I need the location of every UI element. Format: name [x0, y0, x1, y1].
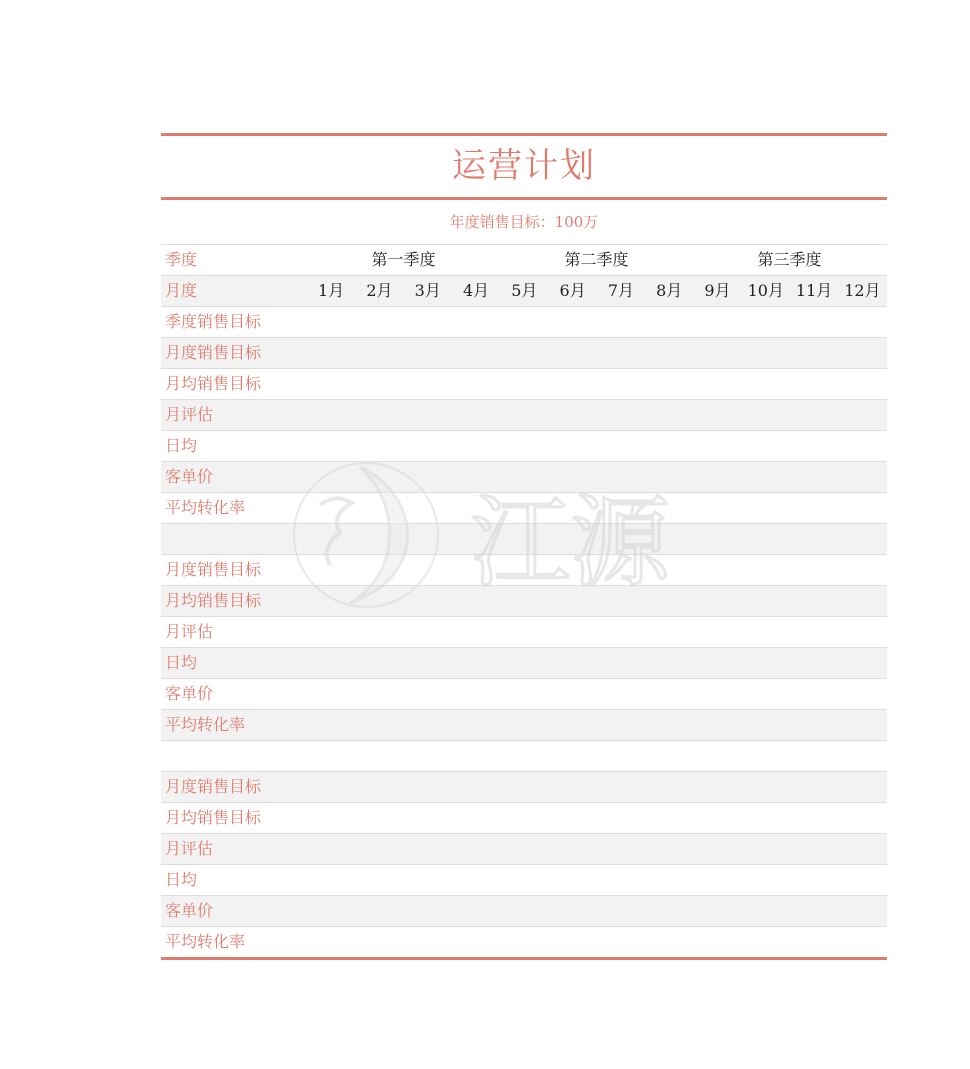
value-cell[interactable] [452, 865, 500, 895]
value-cell[interactable] [838, 307, 886, 337]
value-cell[interactable] [307, 648, 355, 678]
value-cell[interactable] [548, 834, 596, 864]
month-2: 2月 [366, 281, 393, 300]
value-cell[interactable] [645, 369, 693, 399]
value-cell[interactable] [790, 431, 838, 461]
value-cell[interactable] [790, 586, 838, 616]
value-cell[interactable] [838, 710, 886, 740]
value-cell[interactable] [645, 772, 693, 802]
value-cell[interactable] [355, 834, 403, 864]
value-cell[interactable] [645, 834, 693, 864]
value-cell[interactable] [452, 710, 500, 740]
value-cell[interactable] [838, 369, 886, 399]
value-cell[interactable] [838, 772, 886, 802]
value-cell[interactable] [404, 772, 452, 802]
table-row [161, 307, 887, 338]
value-cell[interactable] [693, 555, 741, 585]
row-label: 月评估 [165, 839, 214, 858]
table-row [161, 803, 887, 834]
value-cell[interactable] [742, 679, 790, 709]
value-cell[interactable] [597, 896, 645, 926]
value-cell[interactable] [790, 648, 838, 678]
value-cell[interactable] [742, 307, 790, 337]
value-cell[interactable] [355, 307, 403, 337]
row-label: 平均转化率 [165, 715, 246, 734]
value-cell[interactable] [355, 369, 403, 399]
value-cell[interactable] [597, 338, 645, 368]
month-5: 5月 [511, 281, 538, 300]
value-cell[interactable] [645, 710, 693, 740]
value-cell[interactable] [307, 400, 355, 430]
value-cell[interactable] [548, 772, 596, 802]
value-cell[interactable] [404, 834, 452, 864]
value-cell[interactable] [693, 586, 741, 616]
value-cell[interactable] [500, 617, 548, 647]
value-cell[interactable] [548, 617, 596, 647]
row-label: 平均转化率 [165, 932, 246, 951]
value-cell[interactable] [548, 307, 596, 337]
value-cell[interactable] [693, 524, 741, 554]
bottom-rule [161, 957, 887, 960]
value-cell[interactable] [307, 927, 355, 957]
value-cell[interactable] [307, 307, 355, 337]
table-row [161, 772, 887, 803]
value-cell[interactable] [790, 834, 838, 864]
value-cell[interactable] [404, 400, 452, 430]
value-cell[interactable] [693, 679, 741, 709]
value-cell[interactable] [790, 803, 838, 833]
value-cell[interactable] [693, 741, 741, 771]
quarter-1: 第一季度 [371, 250, 436, 269]
value-cell[interactable] [307, 896, 355, 926]
table-row [161, 338, 887, 369]
value-cell[interactable] [548, 679, 596, 709]
value-cell[interactable] [404, 803, 452, 833]
row-label: 月均销售目标 [165, 808, 262, 827]
value-cell[interactable] [355, 927, 403, 957]
value-cell[interactable] [693, 834, 741, 864]
value-cell[interactable] [355, 400, 403, 430]
value-cell[interactable] [790, 772, 838, 802]
value-cell[interactable] [790, 555, 838, 585]
value-cell[interactable] [742, 772, 790, 802]
value-cell[interactable] [548, 741, 596, 771]
value-cell[interactable] [742, 400, 790, 430]
value-cell[interactable] [597, 710, 645, 740]
table-row [161, 896, 887, 927]
value-cell[interactable] [693, 493, 741, 523]
watermark-text: 江源 [470, 484, 670, 601]
value-cell[interactable] [742, 586, 790, 616]
value-cell[interactable] [597, 369, 645, 399]
value-cell[interactable] [790, 679, 838, 709]
row-label: 日均 [165, 436, 198, 455]
value-cell[interactable] [742, 493, 790, 523]
value-cell[interactable] [693, 865, 741, 895]
row-label: 月均销售目标 [165, 591, 262, 610]
value-cell[interactable] [645, 927, 693, 957]
value-cell[interactable] [693, 648, 741, 678]
page-title: 运营计划 [452, 146, 596, 186]
value-cell[interactable] [742, 803, 790, 833]
value-cell[interactable] [355, 803, 403, 833]
value-cell[interactable] [742, 555, 790, 585]
value-cell[interactable] [452, 400, 500, 430]
value-cell[interactable] [404, 896, 452, 926]
month-1: 1月 [318, 281, 345, 300]
value-cell[interactable] [355, 772, 403, 802]
value-cell[interactable] [404, 617, 452, 647]
value-cell[interactable] [693, 803, 741, 833]
value-cell[interactable] [548, 338, 596, 368]
value-cell[interactable] [404, 710, 452, 740]
value-cell[interactable] [452, 307, 500, 337]
value-cell[interactable] [355, 710, 403, 740]
value-cell[interactable] [404, 307, 452, 337]
value-cell[interactable] [500, 710, 548, 740]
month-header-row [161, 276, 887, 307]
row-label: 日均 [165, 653, 198, 672]
value-cell[interactable] [307, 679, 355, 709]
row-label: 日均 [165, 870, 198, 889]
value-cell[interactable] [597, 617, 645, 647]
value-cell[interactable] [790, 338, 838, 368]
value-cell[interactable] [404, 679, 452, 709]
value-cell[interactable] [742, 834, 790, 864]
value-cell[interactable] [742, 927, 790, 957]
value-cell[interactable] [790, 400, 838, 430]
value-cell[interactable] [452, 834, 500, 864]
value-cell[interactable] [597, 834, 645, 864]
value-cell[interactable] [355, 617, 403, 647]
row-label [161, 741, 307, 771]
value-cell[interactable] [404, 648, 452, 678]
value-cell[interactable] [597, 648, 645, 678]
month-11: 11月 [795, 281, 833, 300]
value-cell[interactable] [500, 307, 548, 337]
value-cell[interactable] [548, 803, 596, 833]
value-cell[interactable] [838, 462, 886, 492]
value-cell[interactable] [645, 679, 693, 709]
value-cell[interactable] [307, 865, 355, 895]
value-cell[interactable] [693, 710, 741, 740]
value-cell[interactable] [838, 648, 886, 678]
value-cell[interactable] [790, 927, 838, 957]
value-cell[interactable] [548, 710, 596, 740]
value-cell[interactable] [597, 772, 645, 802]
table-row [161, 710, 887, 741]
value-cell[interactable] [742, 431, 790, 461]
value-cell[interactable] [307, 710, 355, 740]
value-cell[interactable] [452, 803, 500, 833]
value-cell[interactable] [693, 400, 741, 430]
value-cell[interactable] [838, 679, 886, 709]
value-cell[interactable] [452, 648, 500, 678]
table-row [161, 679, 887, 710]
value-cell[interactable] [355, 741, 403, 771]
value-cell[interactable] [645, 741, 693, 771]
table-body [161, 307, 887, 958]
row-label: 月评估 [165, 405, 214, 424]
month-9: 9月 [704, 281, 731, 300]
value-cell[interactable] [452, 679, 500, 709]
value-cell[interactable] [452, 927, 500, 957]
value-cell[interactable] [790, 896, 838, 926]
table-row [161, 741, 887, 772]
value-cell[interactable] [693, 431, 741, 461]
value-cell[interactable] [742, 865, 790, 895]
value-cell[interactable] [742, 896, 790, 926]
value-cell[interactable] [838, 865, 886, 895]
value-cell[interactable] [645, 617, 693, 647]
value-cell[interactable] [404, 338, 452, 368]
value-cell[interactable] [452, 338, 500, 368]
value-cell[interactable] [452, 896, 500, 926]
value-cell[interactable] [838, 803, 886, 833]
table-row [161, 865, 887, 896]
table-row [161, 834, 887, 865]
value-cell[interactable] [597, 741, 645, 771]
row-label: 月均销售目标 [165, 374, 262, 393]
value-cell[interactable] [790, 865, 838, 895]
value-cell[interactable] [500, 896, 548, 926]
value-cell[interactable] [693, 369, 741, 399]
value-cell[interactable] [500, 741, 548, 771]
value-cell[interactable] [693, 462, 741, 492]
table-row [161, 648, 887, 679]
value-cell[interactable] [693, 772, 741, 802]
jiangyuan-logo-icon [294, 463, 438, 607]
row-label: 季度销售目标 [165, 312, 262, 331]
value-cell[interactable] [404, 741, 452, 771]
value-cell[interactable] [645, 307, 693, 337]
value-cell[interactable] [597, 865, 645, 895]
value-cell[interactable] [355, 896, 403, 926]
value-cell[interactable] [307, 741, 355, 771]
value-cell[interactable] [307, 338, 355, 368]
value-cell[interactable] [742, 462, 790, 492]
month-label: 月度 [165, 281, 198, 300]
value-cell[interactable] [500, 865, 548, 895]
value-cell[interactable] [790, 462, 838, 492]
value-cell[interactable] [645, 338, 693, 368]
row-label: 月度销售目标 [165, 777, 262, 796]
month-8: 8月 [656, 281, 683, 300]
value-cell[interactable] [452, 741, 500, 771]
value-cell[interactable] [742, 741, 790, 771]
value-cell[interactable] [742, 648, 790, 678]
value-cell[interactable] [307, 369, 355, 399]
month-4: 4月 [462, 281, 490, 300]
table-row [161, 927, 887, 958]
value-cell[interactable] [838, 431, 886, 461]
row-label: 月度销售目标 [165, 560, 262, 579]
row-label [161, 524, 307, 554]
month-6: 6月 [559, 281, 586, 300]
value-cell[interactable] [790, 493, 838, 523]
table-row [161, 369, 887, 400]
value-cell[interactable] [838, 524, 886, 554]
row-label: 客单价 [165, 901, 214, 920]
value-cell[interactable] [693, 896, 741, 926]
month-12: 12月 [844, 281, 881, 300]
value-cell[interactable] [645, 400, 693, 430]
value-cell[interactable] [355, 865, 403, 895]
value-cell[interactable] [790, 524, 838, 554]
value-cell[interactable] [548, 927, 596, 957]
quarter-2: 第二季度 [564, 250, 629, 269]
quarter-label: 季度 [165, 250, 198, 269]
value-cell[interactable] [838, 555, 886, 585]
month-10: 10月 [747, 281, 784, 300]
value-cell[interactable] [500, 400, 548, 430]
value-cell[interactable] [838, 400, 886, 430]
value-cell[interactable] [693, 307, 741, 337]
value-cell[interactable] [500, 927, 548, 957]
value-cell[interactable] [838, 896, 886, 926]
value-cell[interactable] [452, 617, 500, 647]
table-row [161, 400, 887, 431]
row-label: 客单价 [165, 684, 214, 703]
value-cell[interactable] [693, 927, 741, 957]
value-cell[interactable] [307, 803, 355, 833]
value-cell[interactable] [307, 772, 355, 802]
value-cell[interactable] [597, 803, 645, 833]
value-cell[interactable] [597, 927, 645, 957]
value-cell[interactable] [404, 865, 452, 895]
value-cell[interactable] [838, 617, 886, 647]
value-cell[interactable] [500, 679, 548, 709]
value-cell[interactable] [597, 400, 645, 430]
value-cell[interactable] [597, 679, 645, 709]
value-cell[interactable] [355, 648, 403, 678]
value-cell[interactable] [838, 493, 886, 523]
row-label: 客单价 [165, 467, 214, 486]
value-cell[interactable] [548, 400, 596, 430]
value-cell[interactable] [548, 865, 596, 895]
value-cell[interactable] [742, 710, 790, 740]
value-cell[interactable] [355, 679, 403, 709]
row-label: 月评估 [165, 622, 214, 641]
watermark [290, 455, 690, 615]
value-cell[interactable] [548, 369, 596, 399]
quarter-header-row [161, 245, 887, 276]
value-cell[interactable] [645, 648, 693, 678]
month-3: 3月 [414, 281, 441, 300]
value-cell[interactable] [838, 741, 886, 771]
value-cell[interactable] [500, 834, 548, 864]
value-cell[interactable] [548, 896, 596, 926]
value-cell[interactable] [790, 307, 838, 337]
value-cell[interactable] [404, 927, 452, 957]
value-cell[interactable] [838, 834, 886, 864]
annual-target: 年度销售目标：100万 [161, 200, 887, 245]
row-label: 平均转化率 [165, 498, 246, 517]
value-cell[interactable] [548, 648, 596, 678]
value-cell[interactable] [742, 338, 790, 368]
value-cell[interactable] [838, 338, 886, 368]
value-cell[interactable] [742, 524, 790, 554]
value-cell[interactable] [500, 803, 548, 833]
value-cell[interactable] [742, 369, 790, 399]
value-cell[interactable] [500, 338, 548, 368]
value-cell[interactable] [500, 648, 548, 678]
table-row [161, 617, 887, 648]
value-cell[interactable] [645, 865, 693, 895]
value-cell[interactable] [693, 617, 741, 647]
value-cell[interactable] [693, 338, 741, 368]
value-cell[interactable] [452, 369, 500, 399]
value-cell[interactable] [500, 772, 548, 802]
value-cell[interactable] [838, 927, 886, 957]
value-cell[interactable] [790, 741, 838, 771]
value-cell[interactable] [452, 772, 500, 802]
value-cell[interactable] [500, 369, 548, 399]
value-cell[interactable] [307, 617, 355, 647]
value-cell[interactable] [355, 338, 403, 368]
value-cell[interactable] [790, 617, 838, 647]
value-cell[interactable] [307, 834, 355, 864]
value-cell[interactable] [597, 307, 645, 337]
month-7: 7月 [607, 281, 635, 300]
value-cell[interactable] [645, 803, 693, 833]
row-label: 月度销售目标 [165, 343, 262, 362]
value-cell[interactable] [645, 896, 693, 926]
quarter-3: 第三季度 [757, 250, 822, 269]
value-cell[interactable] [790, 369, 838, 399]
value-cell[interactable] [742, 617, 790, 647]
value-cell[interactable] [404, 369, 452, 399]
value-cell[interactable] [838, 586, 886, 616]
value-cell[interactable] [790, 710, 838, 740]
